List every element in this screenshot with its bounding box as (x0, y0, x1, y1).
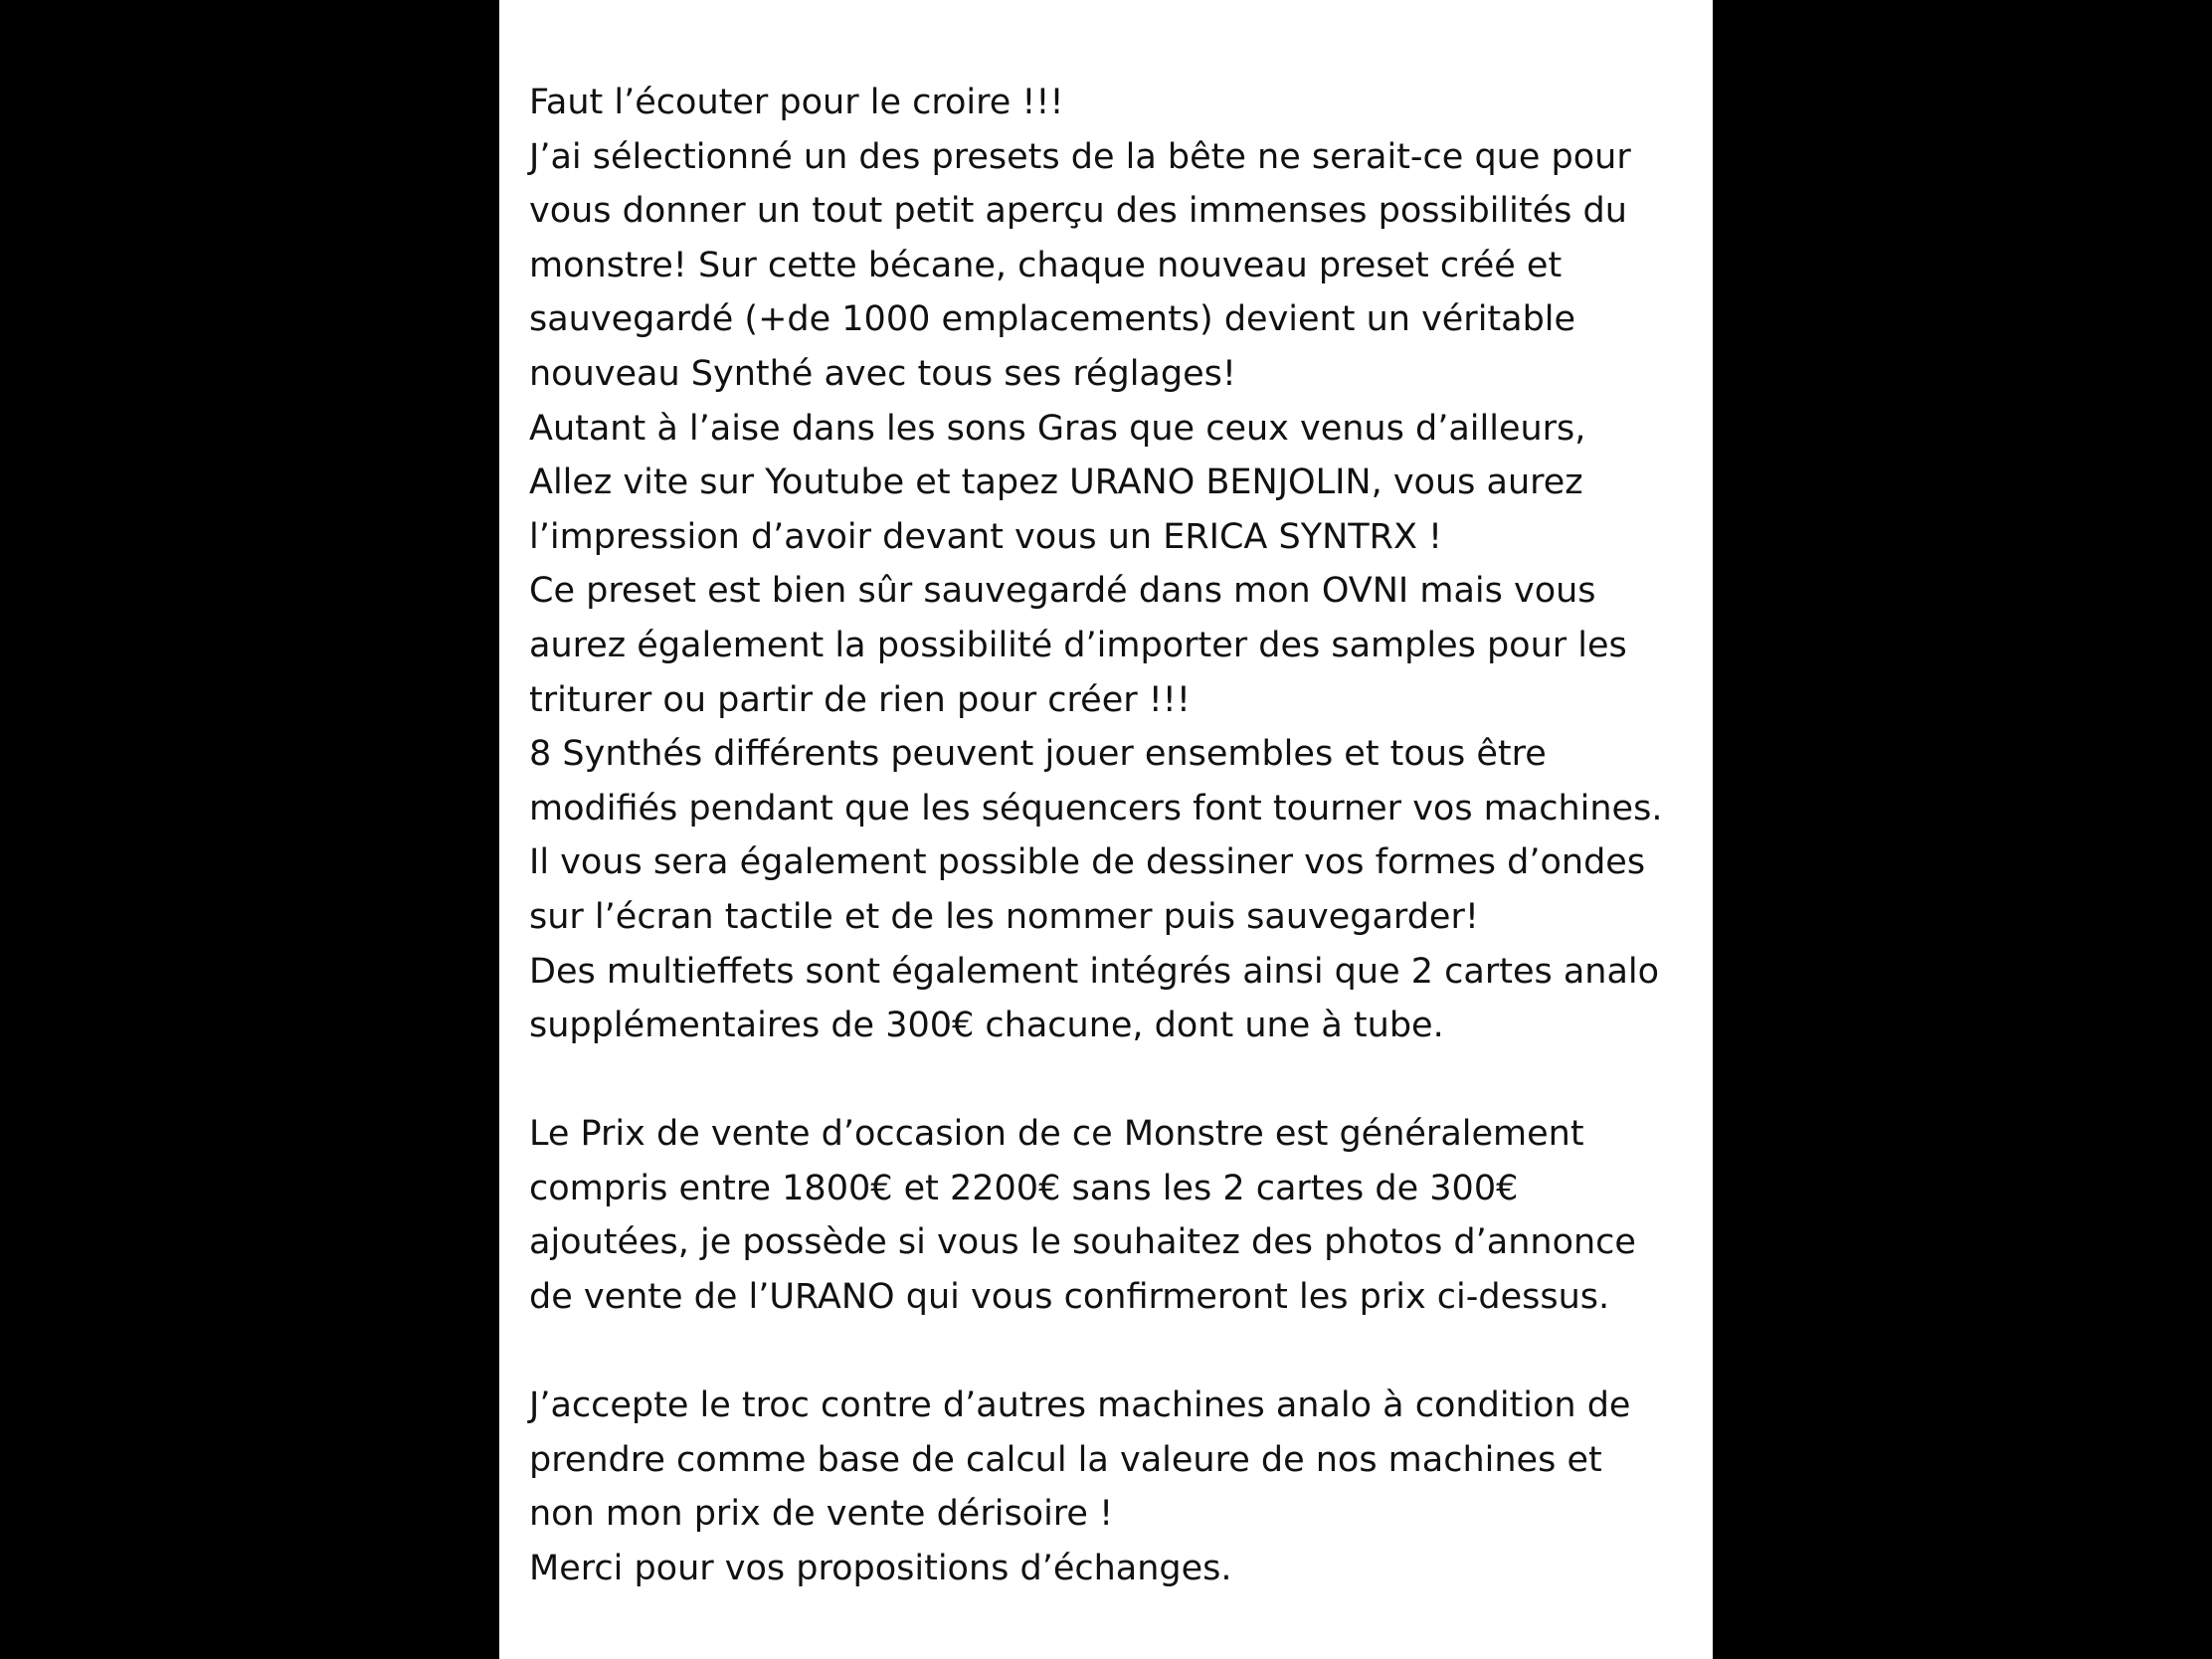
listing-description (529, 76, 1713, 1596)
text-line: Autant à l’aise dans les sons Gras que ceux venus d’ailleurs, (529, 408, 1586, 449)
text-line: supplémentaires de 300€ chacune, dont une à tube. (529, 1006, 1444, 1046)
text-line: nouveau Synthé avec tous ses réglages! (529, 353, 1236, 394)
paragraph-description (529, 76, 1713, 1053)
text-line: sauvegardé (+de 1000 emplacements) devient un véritable (529, 299, 1576, 340)
text-line: J’accepte le troc contre d’autres machines analo à condition de (529, 1385, 1631, 1426)
text-line: Merci pour vos propositions d’échanges. (529, 1549, 1232, 1589)
paragraph-spacer (529, 1325, 1713, 1380)
text-line: non mon prix de vente dérisoire ! (529, 1494, 1114, 1535)
text-line: Ce preset est bien sûr sauvegardé dans mon OVNI mais vous (529, 571, 1596, 612)
paragraph-price (529, 1107, 1713, 1324)
text-line: Le Prix de vente d’occasion de ce Monstre est généralement (529, 1114, 1584, 1155)
text-line: prendre comme base de calcul la valeure de nos machines et (529, 1439, 1602, 1480)
text-line: de vente de l’URANO qui vous confirmeront les prix ci-dessus. (529, 1277, 1610, 1318)
text-line: vous donner un tout petit aperçu des immenses possibilités du (529, 191, 1627, 232)
text-line: monstre! Sur cette bécane, chaque nouveau preset créé et (529, 245, 1563, 285)
text-line: Il vous sera également possible de dessiner vos formes d’ondes (529, 842, 1646, 883)
text-line: compris entre 1800€ et 2200€ sans les 2 cartes de 300€ (529, 1168, 1519, 1208)
text-line: triturer ou partir de rien pour créer !!! (529, 679, 1191, 720)
text-line: l’impression d’avoir devant vous un ERICA SYNTRX ! (529, 516, 1443, 557)
text-line: Des multieffets sont également intégrés ainsi que 2 cartes analo (529, 951, 1660, 992)
text-line: Allez vite sur Youtube et tapez URANO BENJOLIN, vous aurez (529, 462, 1583, 503)
text-line: J’ai sélectionné un des presets de la bête ne serait-ce que pour (529, 136, 1631, 177)
text-line: Faut l’écouter pour le croire !!! (529, 83, 1064, 122)
text-line: aurez également la possibilité d’importer des samples pour les (529, 625, 1627, 665)
paragraph-trade (529, 1379, 1713, 1595)
document-page (499, 0, 1713, 1659)
text-line: 8 Synthés différents peuvent jouer ensembles et tous être (529, 734, 1547, 775)
text-line: sur l’écran tactile et de les nommer puis sauvegarder! (529, 896, 1479, 937)
text-line: modifiés pendant que les séquencers font tourner vos machines. (529, 788, 1663, 829)
paragraph-spacer (529, 1053, 1713, 1108)
text-line: ajoutées, je possède si vous le souhaitez des photos d’annonce (529, 1222, 1636, 1263)
